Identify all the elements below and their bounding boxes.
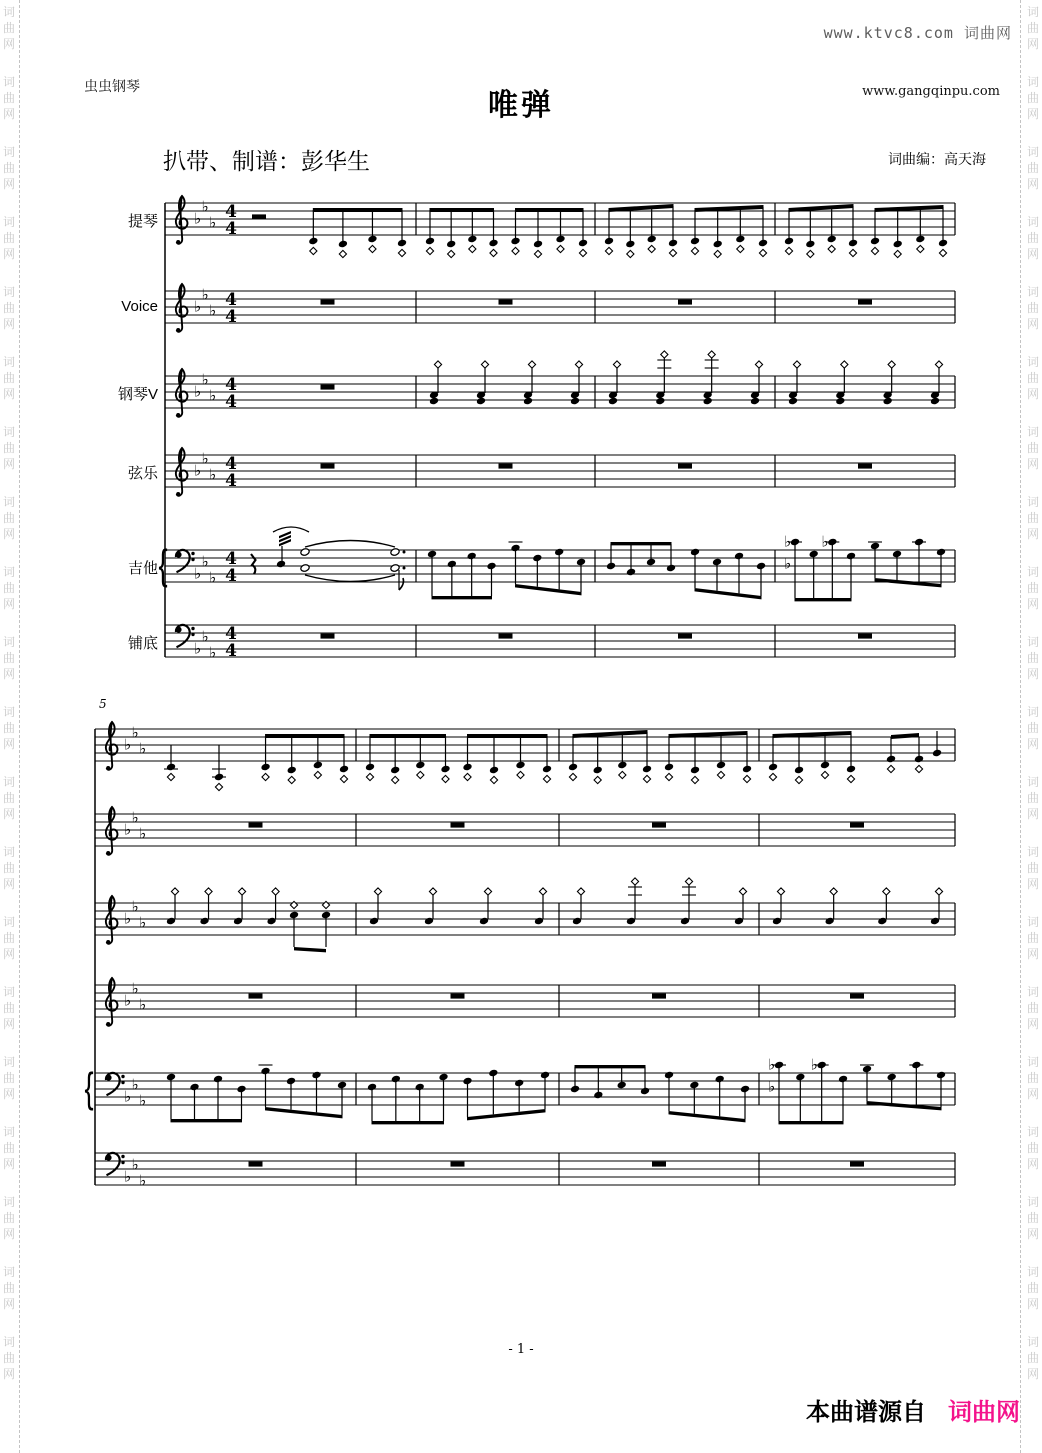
watermark-group: 词 曲 网: [1026, 985, 1039, 1031]
svg-text:♭: ♭: [139, 1091, 147, 1110]
svg-text:♭: ♭: [201, 197, 209, 216]
watermark-group: 词 曲 网: [1026, 495, 1039, 541]
svg-text:♭: ♭: [784, 532, 792, 551]
watermark-group: 词 曲 网: [2, 75, 15, 121]
watermark-group: 词 曲 网: [1026, 915, 1039, 961]
measure-number-5: 5: [99, 697, 107, 711]
svg-text:♭: ♭: [139, 995, 147, 1014]
svg-text:♭: ♭: [124, 991, 132, 1010]
watermark-group: 词 曲 网: [2, 1265, 15, 1311]
svg-text:♭: ♭: [194, 461, 202, 480]
svg-text:♭: ♭: [194, 297, 202, 316]
guitar-brace-system2: {: [84, 1064, 94, 1111]
watermark-group: 词 曲 网: [1026, 215, 1039, 261]
watermark-group: 词 曲 网: [1026, 355, 1039, 401]
watermark-group: 词 曲 网: [1026, 1195, 1039, 1241]
svg-text:♭: ♭: [139, 824, 147, 843]
svg-text:♭: ♭: [124, 909, 132, 928]
watermark-group: 词 曲 网: [2, 705, 15, 751]
svg-text:♭: ♭: [209, 568, 217, 587]
svg-text:♭: ♭: [131, 897, 139, 916]
watermark-group: 词 曲 网: [2, 985, 15, 1031]
source-label: 本曲谱源自: [806, 1399, 926, 1426]
watermark-group: 词 曲 网: [1026, 1125, 1039, 1171]
svg-text:♭: ♭: [194, 639, 202, 658]
watermark-group: 词 曲 网: [1026, 565, 1039, 611]
svg-text:4: 4: [225, 641, 237, 661]
watermark-group: 词 曲 网: [2, 565, 15, 611]
page-number: - 1 -: [508, 1342, 534, 1357]
svg-text:4: 4: [225, 307, 237, 327]
svg-text:♭: ♭: [131, 1155, 139, 1174]
watermark-group: 词 曲 网: [1026, 5, 1039, 51]
instrument-label-piano: 钢琴V: [117, 386, 158, 403]
source-site-link[interactable]: 词曲网: [948, 1399, 1020, 1426]
svg-text:♭: ♭: [209, 213, 217, 232]
svg-text:4: 4: [225, 549, 237, 569]
svg-text:♭: ♭: [784, 554, 792, 573]
watermark-group: 词 曲 网: [1026, 1335, 1039, 1381]
watermark-group: 词 曲 网: [2, 1335, 15, 1381]
watermark-group: 词 曲 网: [2, 635, 15, 681]
watermark-group: 词 曲 网: [1026, 635, 1039, 681]
watermark-group: 词 曲 网: [2, 775, 15, 821]
svg-text:♭: ♭: [124, 820, 132, 839]
watermark-group: 词 曲 网: [2, 425, 15, 471]
svg-text:4: 4: [225, 219, 237, 239]
instrument-label-tiqin: 提琴: [127, 213, 158, 230]
svg-text:♭: ♭: [194, 564, 202, 583]
svg-text:4: 4: [225, 392, 237, 412]
svg-text:♭: ♭: [209, 643, 217, 662]
svg-text:♭: ♭: [201, 449, 209, 468]
watermark-group: 词 曲 网: [1026, 845, 1039, 891]
watermark-group: 词 曲 网: [2, 1195, 15, 1241]
svg-text:4: 4: [225, 202, 237, 222]
transcriber-credit: 扒带、制谱：彭华生: [163, 148, 370, 174]
watermark-group: 词 曲 网: [1026, 285, 1039, 331]
svg-text:4: 4: [225, 375, 237, 395]
svg-text:♭: ♭: [209, 465, 217, 484]
watermark-group: 词 曲 网: [2, 1125, 15, 1171]
watermark-group: 词 曲 网: [2, 495, 15, 541]
svg-text:♭: ♭: [201, 627, 209, 646]
svg-text:♭: ♭: [139, 739, 147, 758]
watermark-group: 词 曲 网: [2, 915, 15, 961]
svg-text:♭: ♭: [209, 386, 217, 405]
guitar-brace-system1: {: [158, 541, 168, 588]
watermark-group: 词 曲 网: [2, 5, 15, 51]
svg-text:4: 4: [225, 624, 237, 644]
svg-text:♭: ♭: [131, 723, 139, 742]
watermark-group: 词 曲 网: [2, 145, 15, 191]
watermark-group: 词 曲 网: [1026, 145, 1039, 191]
svg-text:♭: ♭: [201, 370, 209, 389]
svg-text:♭: ♭: [139, 913, 147, 932]
watermark-group: 词 曲 网: [2, 215, 15, 261]
watermark-group: 词 曲 网: [1026, 705, 1039, 751]
svg-text:♭: ♭: [209, 301, 217, 320]
watermark-group: 词 曲 网: [2, 845, 15, 891]
site-url-top-right[interactable]: www.ktvc8.com 词曲网: [823, 24, 1012, 42]
watermark-group: 词 曲 网: [1026, 75, 1039, 121]
svg-text:♭: ♭: [124, 1087, 132, 1106]
svg-text:4: 4: [225, 290, 237, 310]
svg-text:♭: ♭: [201, 285, 209, 304]
svg-text:♭: ♭: [124, 1167, 132, 1186]
instrument-label-strings: 弦乐: [127, 465, 158, 482]
svg-text:♭: ♭: [201, 552, 209, 571]
svg-text:♭: ♭: [124, 735, 132, 754]
svg-text:♭: ♭: [194, 382, 202, 401]
watermark-group: 词 曲 网: [1026, 425, 1039, 471]
svg-text:♭: ♭: [768, 1055, 776, 1074]
watermark-group: 词 曲 网: [1026, 1055, 1039, 1101]
watermark-group: 词 曲 网: [2, 285, 15, 331]
site-name-left: 虫虫钢琴: [84, 78, 140, 94]
watermark-group: 词 曲 网: [1026, 1265, 1039, 1311]
instrument-label-pad: 铺底: [127, 635, 158, 652]
watermark-group: 词 曲 网: [1026, 775, 1039, 821]
svg-text:4: 4: [225, 471, 237, 491]
instrument-label-voice: Voice: [121, 298, 158, 315]
svg-text:4: 4: [225, 566, 237, 586]
composer-credit: 词曲编：高天海: [888, 151, 986, 167]
svg-text:♭: ♭: [194, 209, 202, 228]
svg-text:♭: ♭: [810, 1055, 818, 1074]
svg-text:♭: ♭: [131, 808, 139, 827]
site-url-right[interactable]: www.gangqinpu.com: [862, 84, 1000, 99]
svg-text:4: 4: [225, 454, 237, 474]
watermark-group: 词 曲 网: [2, 1055, 15, 1101]
instrument-label-guitar: 吉他: [127, 560, 158, 577]
svg-text:♭: ♭: [768, 1077, 776, 1096]
svg-text:♭: ♭: [821, 532, 829, 551]
svg-text:♭: ♭: [131, 979, 139, 998]
svg-text:♭: ♭: [131, 1075, 139, 1094]
svg-text:♭: ♭: [139, 1171, 147, 1190]
page-title: 唯弹: [488, 89, 554, 122]
watermark-group: 词 曲 网: [2, 355, 15, 401]
